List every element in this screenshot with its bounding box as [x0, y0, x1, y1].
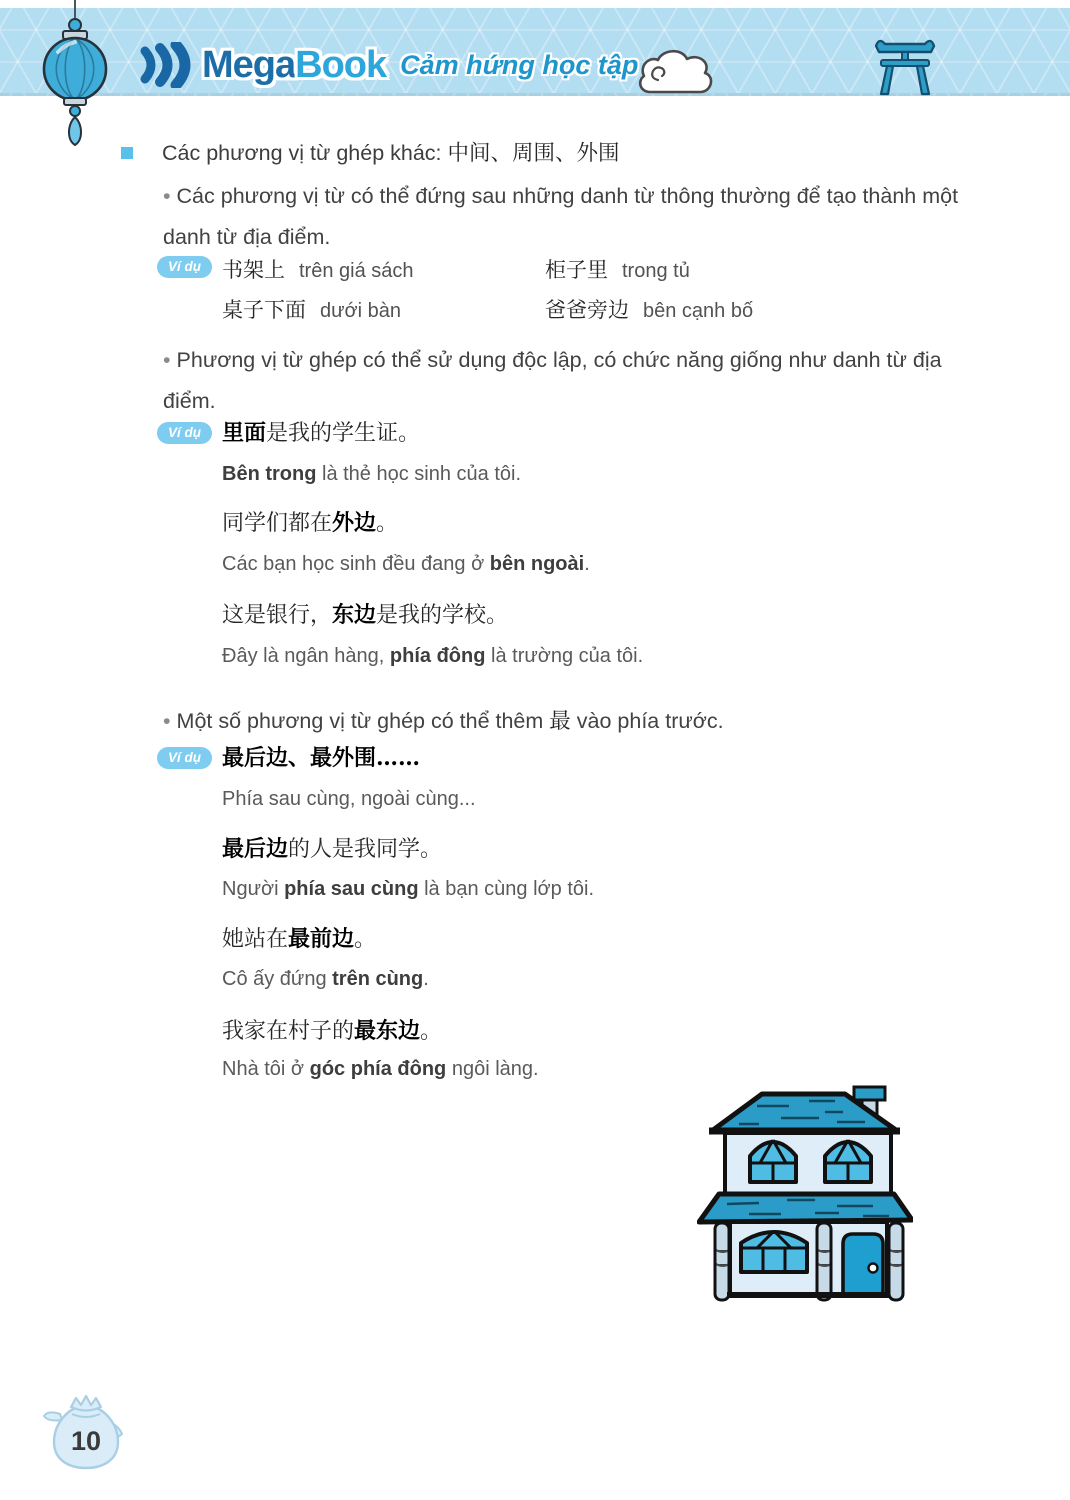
sentence-vi [222, 788, 476, 811]
vi-bold: bên ngoài [489, 553, 585, 575]
megabook-logo [138, 42, 638, 88]
vi-pre: Đây là ngân hàng, [222, 645, 390, 667]
cn-rest: 。 [420, 1019, 443, 1044]
vi-bold: góc phía đông [309, 1058, 447, 1080]
header-band [0, 8, 1070, 96]
sentence-vi [222, 463, 521, 486]
vidu-badge: Ví dụ [157, 256, 212, 278]
point3-cn: 最 [549, 709, 571, 734]
vi-rest: . [584, 553, 590, 575]
word-pair [222, 294, 401, 324]
cn-rest: 。 [376, 511, 399, 536]
sentence-cn [222, 598, 508, 629]
point3-text-pre: Một số phương vị từ ghép có thể thêm [176, 709, 550, 733]
brand-mega: Mega [202, 43, 296, 86]
vi-rest: ngôi làng. [446, 1058, 539, 1080]
logo-chevrons-icon [138, 42, 194, 88]
word-pair [222, 254, 414, 284]
sentence-cn [222, 741, 420, 772]
vi-pre: Nhà tôi ở [222, 1058, 310, 1080]
vi-pre: Các bạn học sinh đều đang ở [222, 553, 490, 575]
cn-rest: 的人是我同学。 [288, 837, 443, 862]
vi-rest: . [423, 968, 429, 990]
sentence-vi [222, 878, 594, 901]
vi-bold: phía đông [389, 645, 486, 667]
vidu-badge: Ví dụ [157, 422, 212, 444]
pair-vi: dưới bàn [320, 300, 401, 322]
cn-rest: 是我的学生证。 [266, 421, 421, 446]
vi-bold: trên cùng [332, 968, 424, 990]
pair-vi: bên cạnh bố [643, 300, 754, 322]
dot-bullet-icon: • [163, 709, 171, 733]
sentence-cn [222, 1014, 442, 1045]
lantern-icon [42, 0, 108, 148]
torii-gate-icon [872, 34, 938, 98]
sentence-cn [222, 922, 376, 953]
pair-vi: trên giá sách [299, 260, 414, 282]
pair-vi: trong tủ [622, 260, 690, 282]
vidu-badge: Ví dụ [157, 747, 212, 769]
dot-bullet-icon: • [163, 184, 171, 208]
point3-paragraph [163, 701, 975, 742]
house-illustration [697, 1082, 913, 1304]
main-bullet-vi: Các phương vị từ ghép khác: [162, 141, 448, 165]
pair-cn: 桌子下面 [222, 298, 306, 322]
brand-tagline: Cảm hứng học tập [400, 49, 639, 80]
vi-pre: Người [222, 878, 285, 900]
vi-bold: phía sau cùng [284, 878, 419, 900]
vi-bold: Bên trong [222, 463, 317, 485]
pair-cn: 柜子里 [545, 258, 608, 282]
cn-pre: 这是银行， [222, 603, 333, 628]
cn-pre: 她站在 [222, 927, 289, 952]
cn-bold: 最前边 [288, 926, 355, 952]
cn-rest: 是我的学校。 [376, 603, 509, 628]
point2-text: Phương vị từ ghép có thể sử dụng độc lập, có chức năng giống như danh từ địa điểm. [163, 348, 942, 413]
cn-rest: 。 [354, 927, 377, 952]
cn-pre: 同学们都在 [222, 511, 333, 536]
point2-paragraph [163, 340, 975, 422]
sentence-cn [222, 416, 420, 447]
word-pair [545, 254, 690, 284]
brand-name [202, 44, 386, 87]
word-pair [545, 294, 753, 324]
brand-book: Book [295, 43, 387, 86]
point1-text: Các phương vị từ có thể đứng sau những danh từ thông thường để tạo thành một danh từ địa điểm. [163, 184, 959, 249]
sentence-vi [222, 968, 429, 991]
cn-bold: 里面 [222, 420, 267, 446]
vi-pre: Cô ấy đứng [222, 968, 333, 990]
point3-text-post: vào phía trước. [570, 709, 724, 733]
cn-bold: 外边 [332, 510, 377, 536]
pair-cn: 书架上 [222, 258, 285, 282]
dot-bullet-icon: • [163, 348, 171, 372]
vi-rest: là trường của tôi. [485, 645, 644, 667]
cn-bold: 最东边 [354, 1018, 421, 1044]
sentence-vi [222, 553, 590, 576]
vi-rest: Phía sau cùng, ngoài cùng... [222, 788, 476, 810]
sentence-cn [222, 832, 442, 863]
cn-bold: 最后边、最外围…… [222, 745, 421, 771]
page-number-pouch [38, 1388, 134, 1472]
cn-pre: 我家在村子的 [222, 1019, 355, 1044]
main-bullet-line [162, 136, 620, 167]
cn-bold: 最后边 [222, 836, 289, 862]
vi-rest: là thẻ học sinh của tôi. [316, 463, 522, 485]
sentence-vi [222, 645, 643, 668]
sentence-cn [222, 506, 398, 537]
pair-cn: 爸爸旁边 [545, 298, 629, 322]
square-bullet-icon [121, 147, 133, 159]
main-bullet-cn: 中间、周围、外围 [447, 141, 620, 166]
cloud-icon [636, 46, 720, 98]
cn-bold: 东边 [332, 602, 377, 628]
vi-rest: là bạn cùng lớp tôi. [418, 878, 594, 900]
sentence-vi [222, 1058, 539, 1081]
page-number: 10 [70, 1426, 102, 1456]
point1-paragraph [163, 176, 975, 258]
